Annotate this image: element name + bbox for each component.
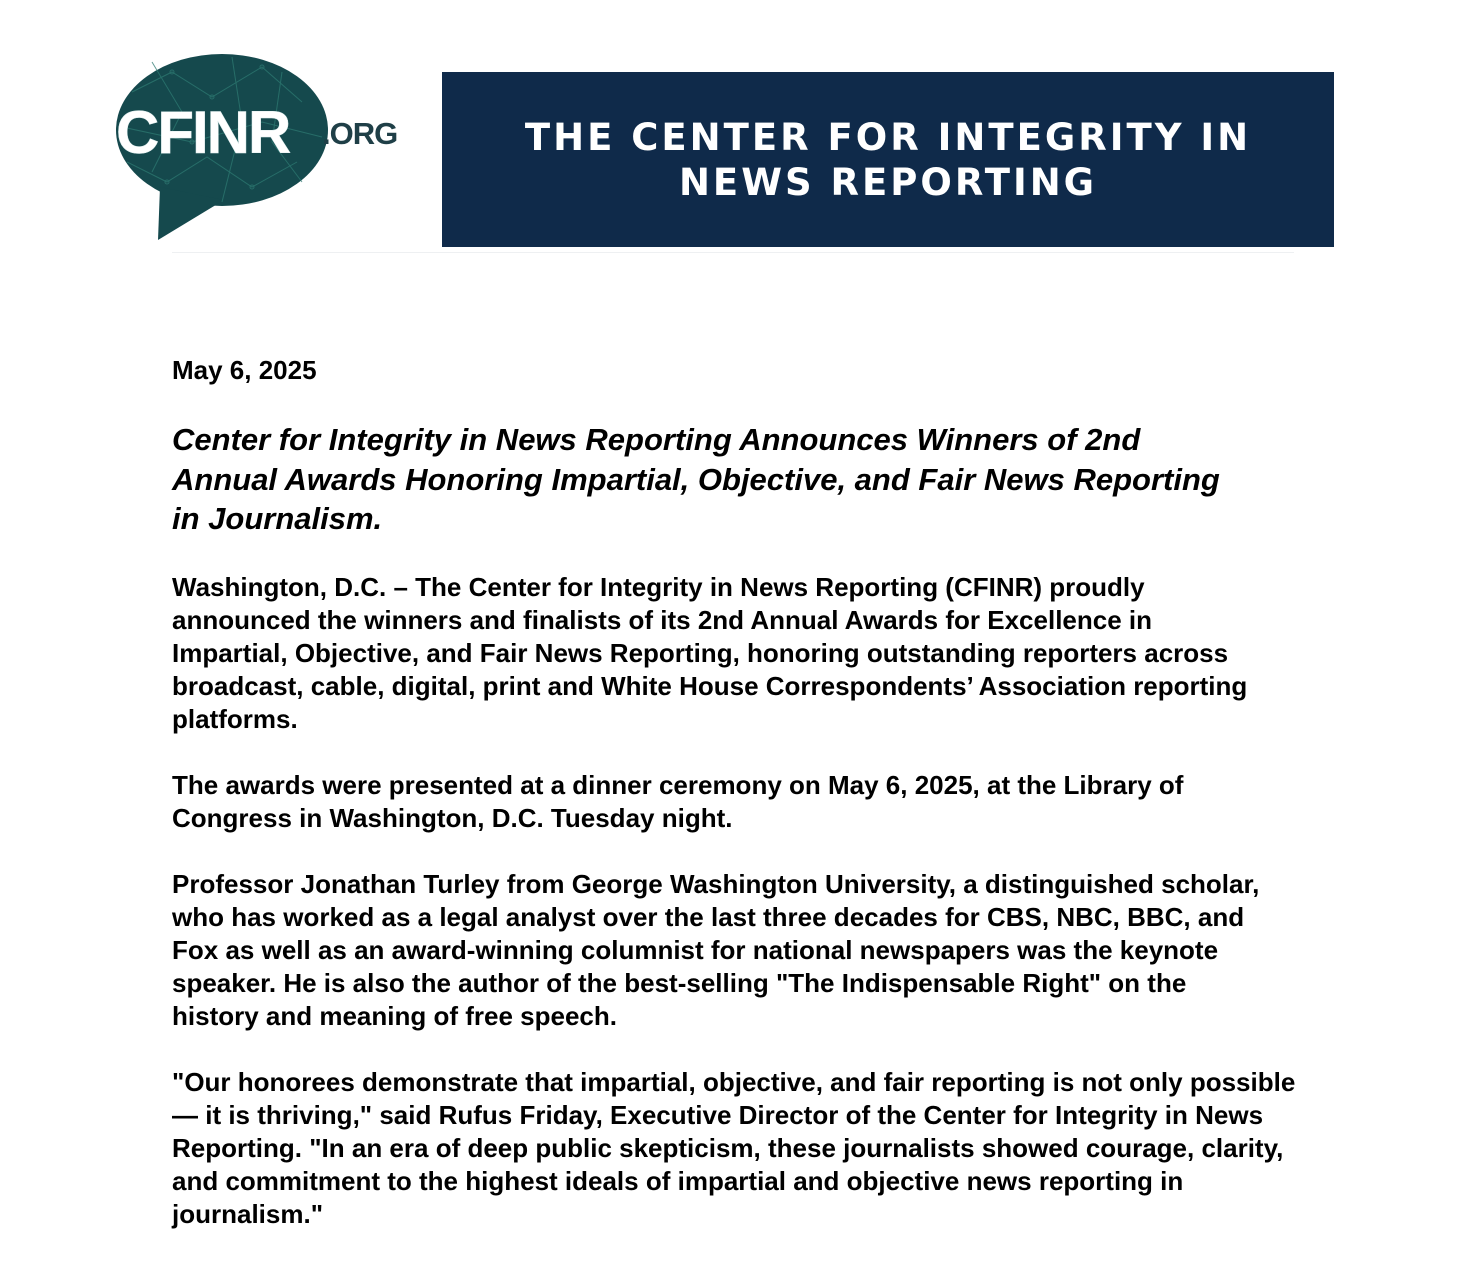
release-date: May 6, 2025 (172, 355, 317, 385)
header-banner (442, 72, 1334, 247)
logo-suffix: .ORG (322, 116, 398, 151)
speech-bubble-logo-icon (112, 52, 434, 244)
logo-wordmark: CFINR (116, 99, 290, 166)
paragraph-keynote: Professor Jonathan Turley from George Washington University, a distinguished scholar, who has worked as a legal analyst over the last three decades for CBS, NBC, BBC, and Fox as well as an award-winning columnist for national newspapers was the keynote speaker. He is also the author of the best-selling "The Indispensable Right" on the history and meaning of free speech. (172, 868, 1260, 1031)
release-headline: Center for Integrity in News Reporting Announces Winners of 2nd Annual Awards Honoring Impartial, Objective, and Fair News Reporting in Journalism. (172, 422, 1220, 536)
cfinr-logo (112, 52, 434, 244)
paragraph-ceremony: The awards were presented at a dinner ceremony on May 6, 2025, at the Library of Congress in Washington, D.C. Tuesday night. (172, 769, 1184, 833)
paragraph-quote: "Our honorees demonstrate that impartial, objective, and fair reporting is not only possible — it is thriving," said Rufus Friday, Executive Director of the Center for Integrity in News Reporting. "In an era of deep public skepticism, these journalists showed courage, clarity, and commitment to the highest ideals of impartial and objective news reporting in journalism." (172, 1066, 1296, 1229)
press-release-body (172, 352, 1302, 1231)
organization-title: THE CENTER FOR INTEGRITY IN NEWS REPORTING (524, 115, 1252, 204)
paragraph-intro: Washington, D.C. – The Center for Integrity in News Reporting (CFINR) proudly announced the winners and finalists of its 2nd Annual Awards for Excellence in Impartial, Objective, and Fair News Reporting, honoring outstanding reporters across broadcast, cable, digital, print and White House Correspondents’ Association reporting platforms. (172, 571, 1248, 734)
header-divider (172, 252, 1294, 253)
